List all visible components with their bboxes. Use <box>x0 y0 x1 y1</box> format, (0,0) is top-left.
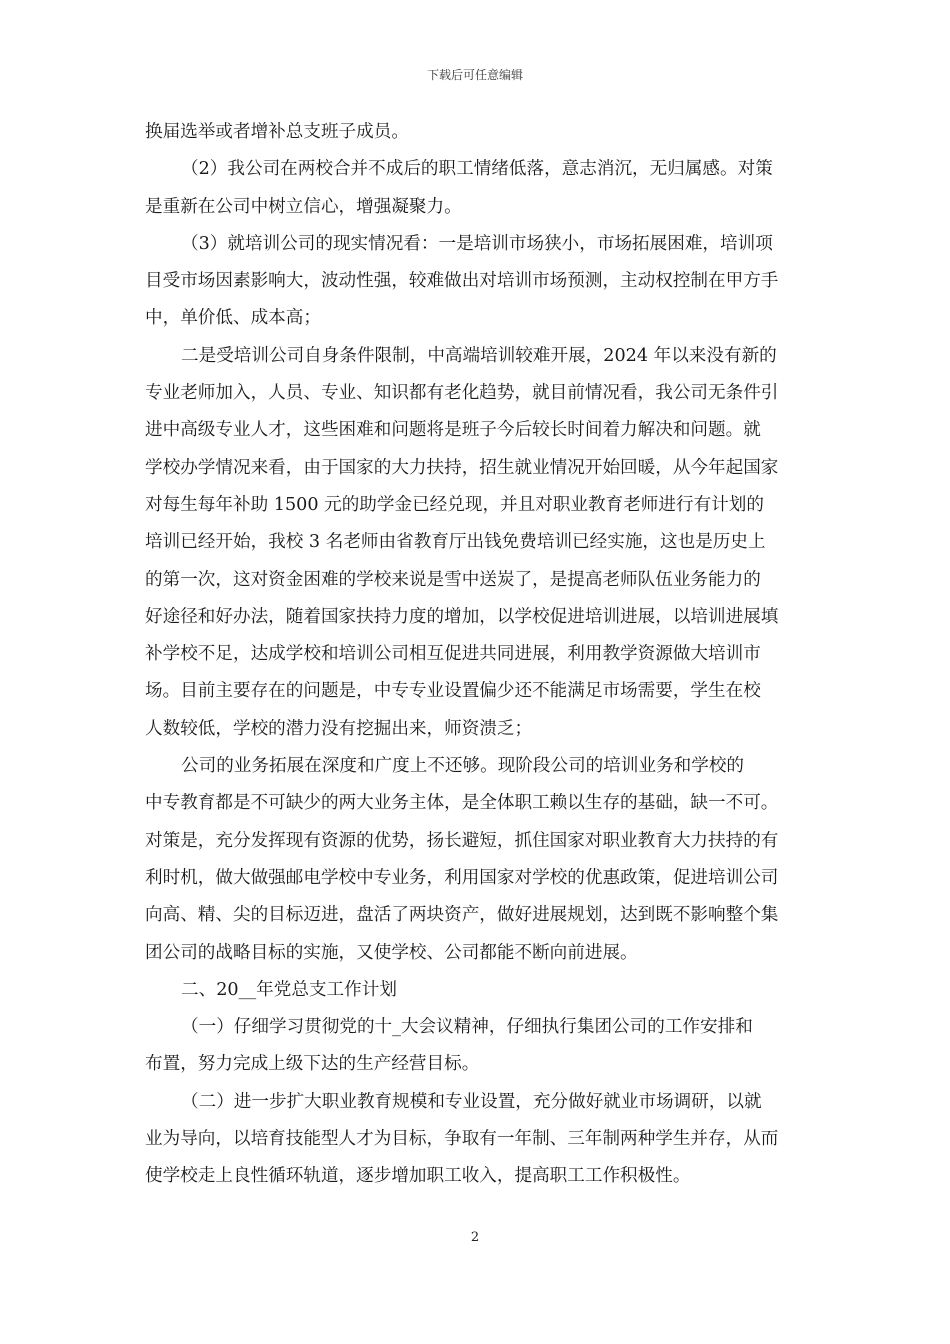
text-line: 二是受培训公司自身条件限制，中高端培训较难开展，2024 年以来没有新的 <box>181 345 777 366</box>
text-line: 公司的业务拓展在深度和广度上不还够。现阶段公司的培训业务和学校的 <box>181 756 745 777</box>
text-line: 人数较低，学校的潜力没有挖掘出来，师资溃乏； <box>145 718 533 739</box>
text-line: 中专教育都是不可缺少的两大业务主体，是全体职工赖以生存的基础，缺一不可。 <box>145 793 779 814</box>
text-line: 换届选举或者增补总支班子成员。 <box>145 122 409 142</box>
page-header: 下载后可任意编辑 <box>426 68 523 82</box>
text-line: 场。目前主要存在的问题是，中专专业设置偏少还不能满足市场需要，学生在校 <box>145 681 761 702</box>
text-line: （2）我公司在两校合并不成后的职工情绪低落，意志消沉，无归属感。对策 <box>181 159 773 180</box>
text-line: （二）进一步扩大职业教育规模和专业设置，充分做好就业市场调研，以就 <box>181 1091 762 1112</box>
text-line: 对策是，充分发挥现有资源的优势，扬长避短，抓住国家对职业教育大力扶持的有 <box>145 830 779 851</box>
text-line: 二、20__年党总支工作计划 <box>181 979 397 1000</box>
text-line: 团公司的战略目标的实施，又使学校、公司都能不断向前进展。 <box>145 942 638 963</box>
text-line: 业为导向，以培育技能型人才为目标，争取有一年制、三年制两种学生并存，从而 <box>145 1129 779 1150</box>
text-line: 目受市场因素影响大，波动性强，较难做出对培训市场预测，主动权控制在甲方手 <box>145 271 779 292</box>
text-line: 是重新在公司中树立信心，增强凝聚力。 <box>145 196 462 217</box>
text-line: 使学校走上良性循环轨道，逐步增加职工收入，提高职工工作积极性。 <box>145 1166 691 1187</box>
text-line: （3）就培训公司的现实情况看：一是培训市场狭小，市场拓展困难，培训项 <box>181 233 773 254</box>
text-line: 培训已经开始，我校 3 名老师由省教育厅出钱免费培训已经实施，这也是历史上 <box>145 532 766 553</box>
text-line: 进中高级专业人才，这些困难和问题将是班子今后较长时间着力解决和问题。就 <box>145 420 761 441</box>
text-line: 向高、精、尖的目标迈进，盘活了两块资产，做好进展规划，达到既不影响整个集 <box>145 905 779 926</box>
text-line: 布置，努力完成上级下达的生产经营目标。 <box>145 1054 480 1075</box>
text-line: 中，单价低、成本高； <box>145 308 321 329</box>
text-line: 好途径和好办法，随着国家扶持力度的增加，以学校促进培训进展，以培训进展填 <box>145 606 779 627</box>
page-number: 2 <box>470 1230 480 1245</box>
text-line: 对每生每年补助 1500 元的助学金已经兑现，并且对职业教育老师进行有计划的 <box>145 494 764 515</box>
document-body <box>145 114 813 1196</box>
text-line: 学校办学情况来看，由于国家的大力扶持，招生就业情况开始回暖，从今年起国家 <box>145 457 779 478</box>
text-line: 的第一次，这对资金困难的学校来说是雪中送炭了，是提高老师队伍业务能力的 <box>145 569 761 590</box>
text-line: （一）仔细学习贯彻党的十_大会议精神，仔细执行集团公司的工作安排和 <box>181 1017 753 1038</box>
text-line: 利时机，做大做强邮电学校中专业务，利用国家对学校的优惠政策，促进培训公司 <box>145 867 779 888</box>
text-line: 专业老师加入，人员、专业、知识都有老化趋势，就目前情况看，我公司无条件引 <box>145 383 779 404</box>
text-line: 补学校不足，达成学校和培训公司相互促进共同进展，利用教学资源做大培训市 <box>145 644 761 665</box>
